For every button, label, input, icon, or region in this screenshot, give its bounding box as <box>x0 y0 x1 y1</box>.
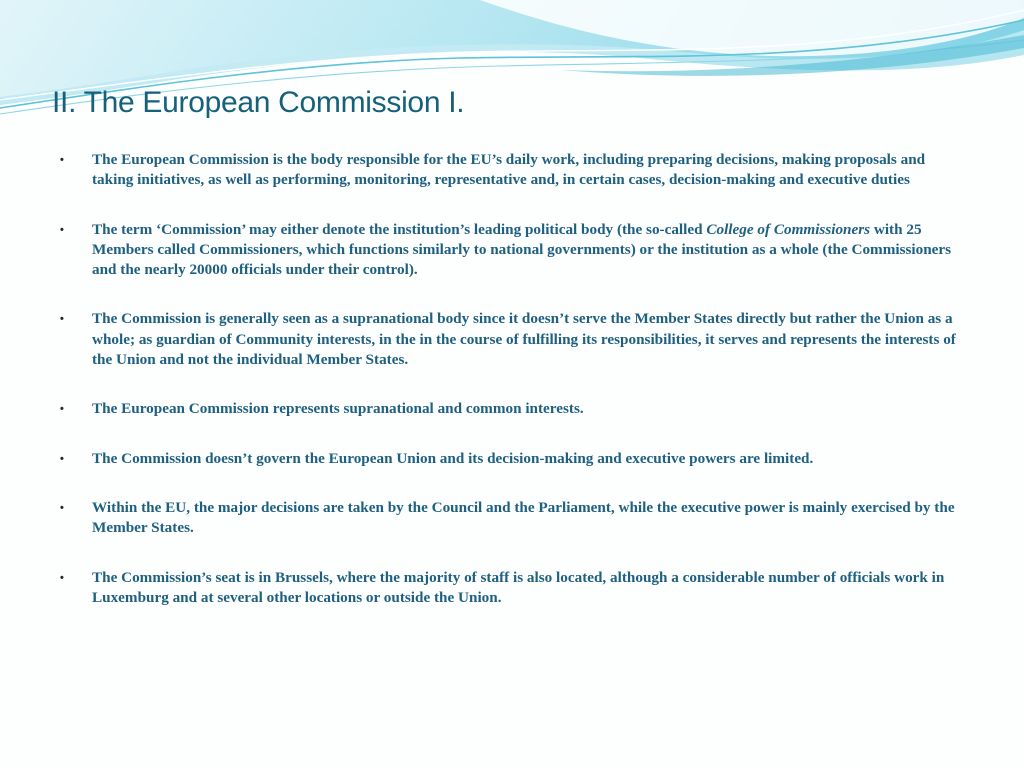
bullet-item <box>60 399 970 419</box>
bullet-text: The Commission is generally seen as a supranational body since it doesn’t serve the Member States directly but rather the Union as a whole; as guardian of Community interests, in the in the course of fulfilling its responsibilities, it serves and represents the interests of the Union and not the individual Member States. <box>92 310 956 369</box>
bullet-icon: • <box>60 501 64 514</box>
bullet-text-italic: College of Commissioners <box>706 220 871 238</box>
bullet-text: The Commission’s seat is in Brussels, where the majority of staff is also located, although a considerable number of officials work in Luxemburg and at several other locations or outside the Union. <box>92 568 945 606</box>
bullet-text: The European Commission represents supranational and common interests. <box>92 400 584 418</box>
bullet-item <box>60 498 970 539</box>
bullet-text: The European Commission is the body responsible for the EU’s daily work, including preparing decisions, making proposals and taking initiatives, as well as performing, monitoring, representative and, in certain cases, decision-making and executive duties <box>92 151 926 189</box>
bullet-item <box>60 309 970 370</box>
bullet-icon: • <box>60 313 64 326</box>
slide-title: II. The European Commission I. <box>52 86 465 119</box>
bullet-icon: • <box>60 571 64 584</box>
bullet-item <box>60 449 970 469</box>
bullet-icon: • <box>60 452 64 465</box>
bullet-item <box>60 568 970 609</box>
bullet-icon: • <box>60 403 64 416</box>
bullet-icon: • <box>60 223 64 236</box>
bullet-icon: • <box>60 154 64 166</box>
bullet-item <box>60 220 970 281</box>
bullet-item <box>60 150 970 191</box>
bullet-text-start: The term ‘Commission’ may either denote the institution’s leading political body (the so-called <box>92 220 707 238</box>
bullet-list <box>60 150 970 637</box>
bullet-text: Within the EU, the major decisions are taken by the Council and the Parliament, while the executive power is mainly exercised by the Member States. <box>92 498 955 537</box>
bullet-text-end: with 25 Members called Commissioners, which functions similarly to national governments) or the institution as a whole (the Commissioners and the nearly 20000 officials under their control). <box>92 220 952 279</box>
bullet-text: The Commission doesn’t govern the European Union and its decision-making and executive powers are limited. <box>92 449 814 467</box>
